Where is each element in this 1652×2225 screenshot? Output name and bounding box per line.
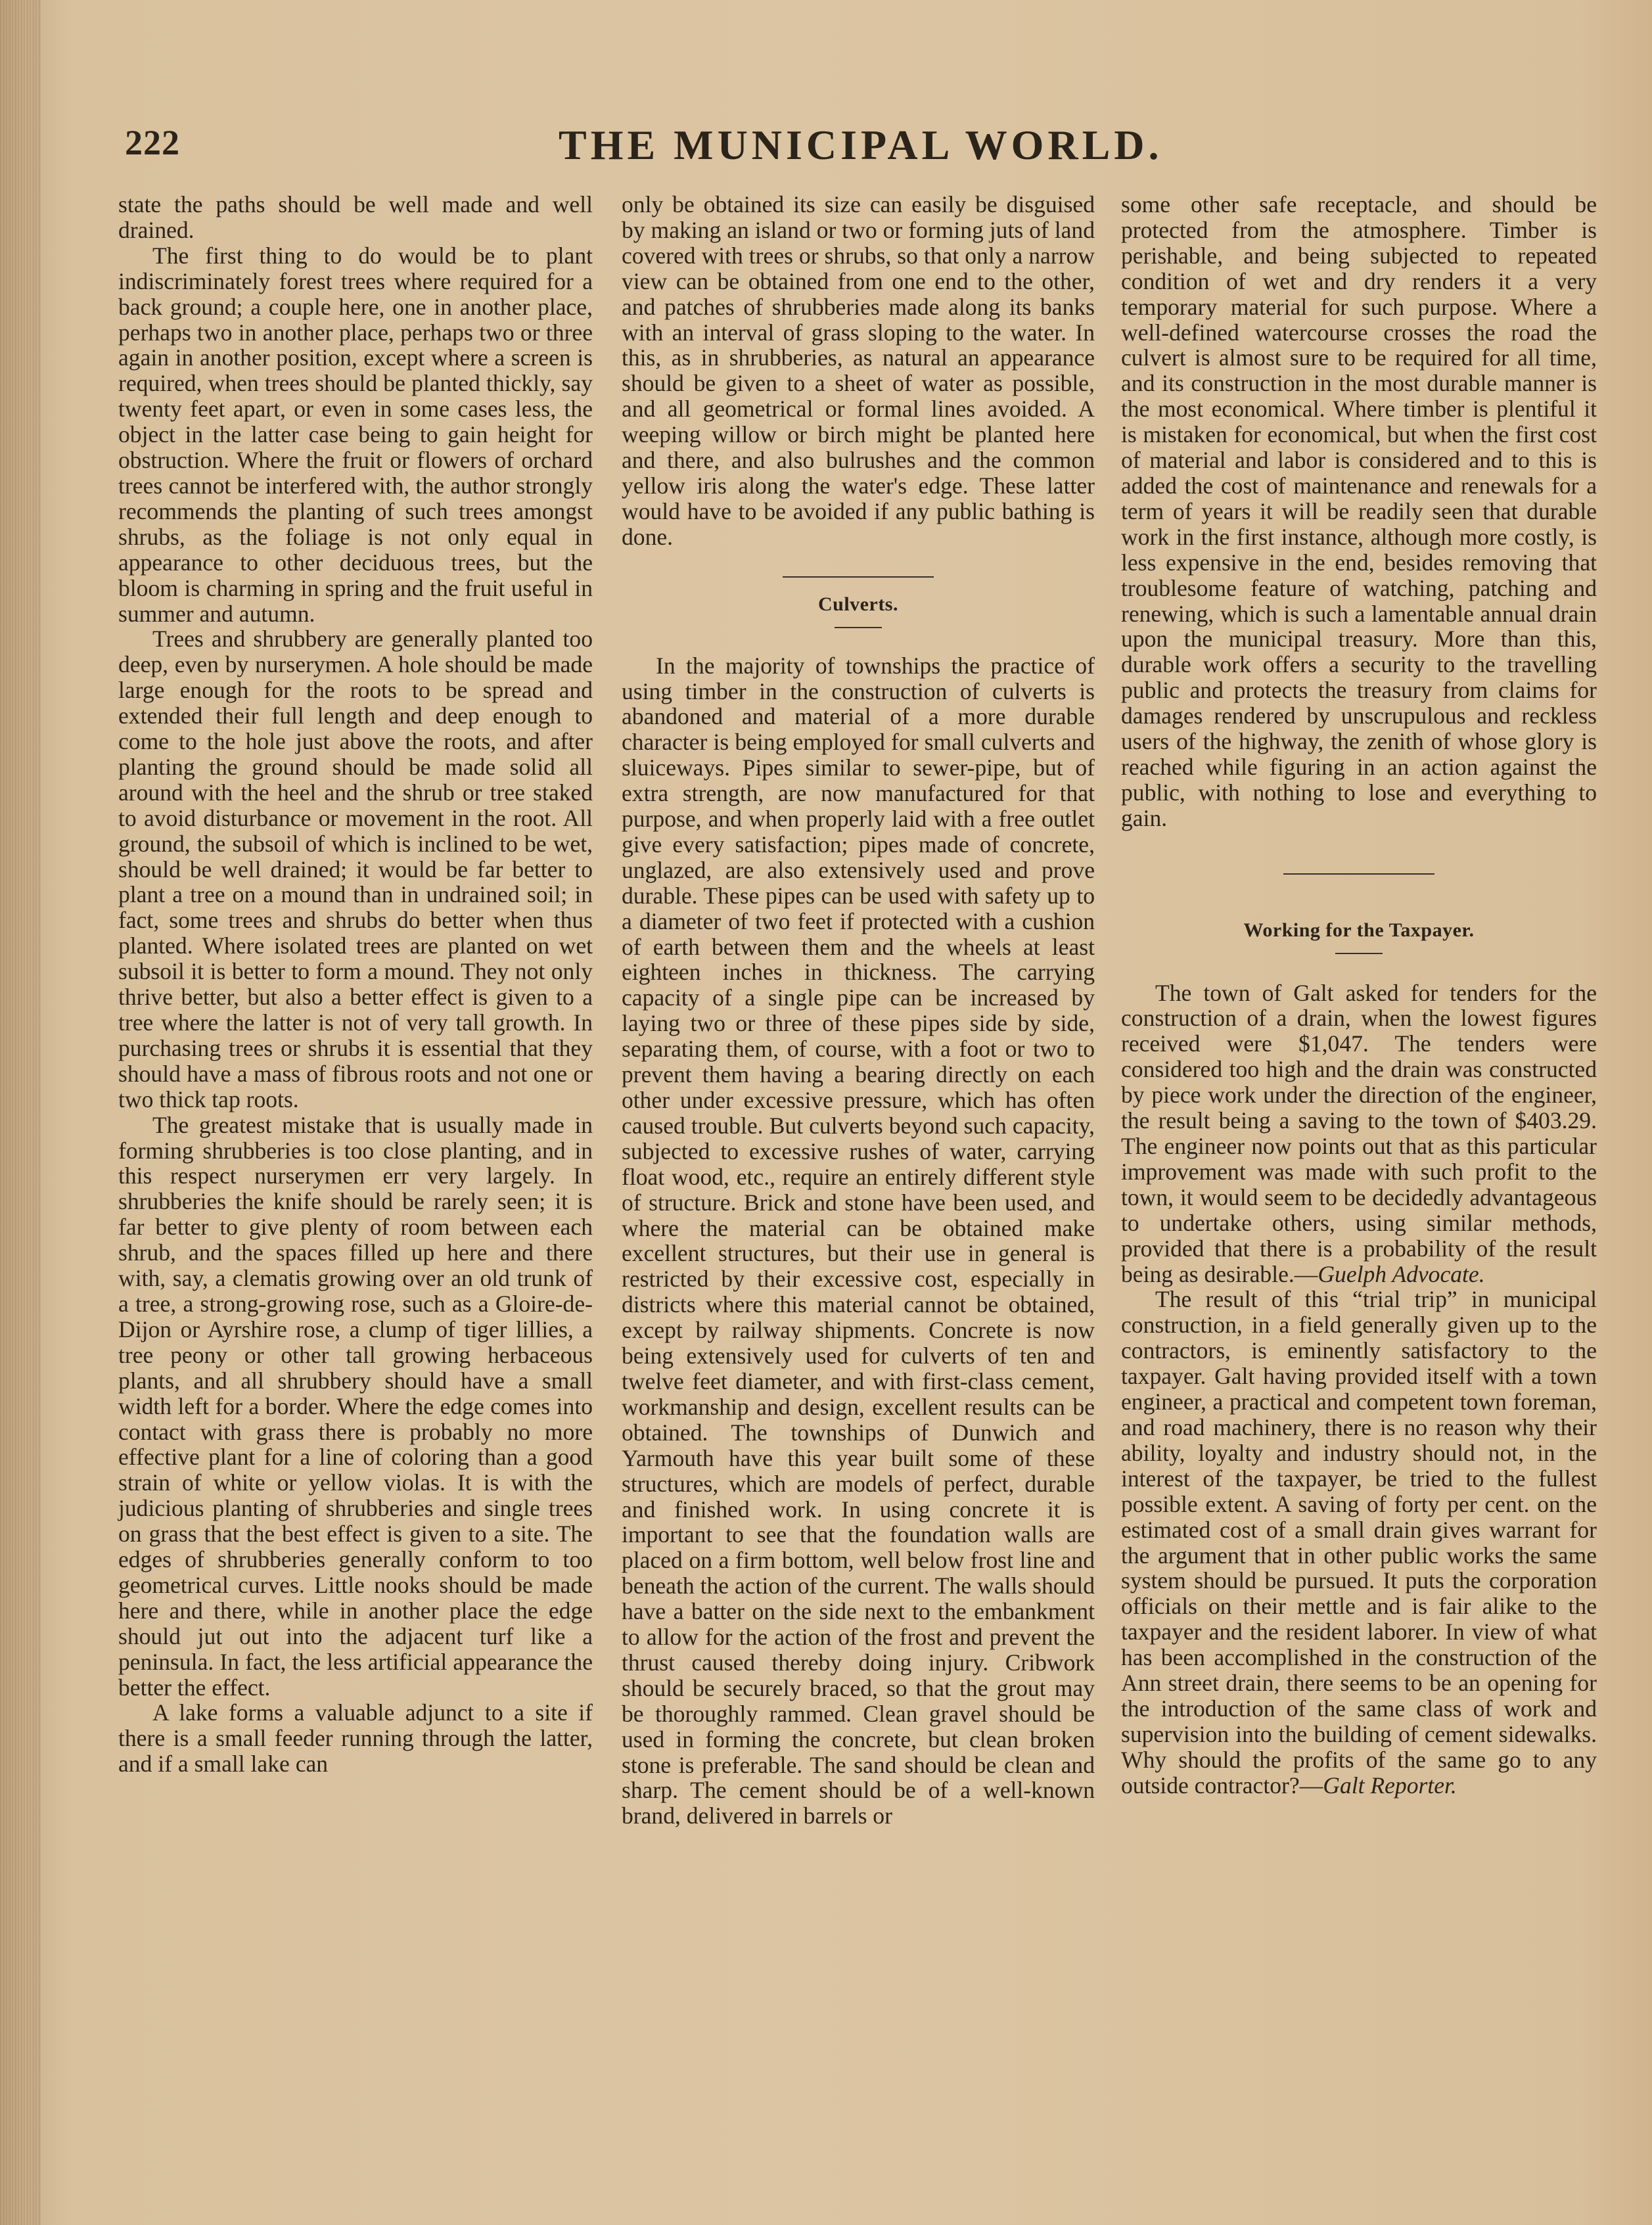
source-attribution: Galt Reporter.: [1323, 1772, 1457, 1799]
column-1: [118, 192, 593, 1777]
paragraph: In the majority of townships the practice of using timber in the construction of culverts is abandoned and material of a more durable character is being employed for small culverts and sluiceways. Pipes similar to sewer-pipe, but of extra strength, are now manufactured for that purpose, and when properly laid with a free outlet give every satisfaction; pipes made of concrete, unglazed, are also extensively used and prove durable. These pipes can be used with safety up to a diameter of two feet if protected with a cushion of earth between them and the wheels at least eighteen inches in thickness. The carrying capacity of a single pipe can be increased by laying two or three of these pipes side by side, separating them, of course, with a foot or two to prevent them having a bearing directly on each other under excessive pressure, which has often caused trouble. But culverts beyond such capacity, subjected to excessive rushes of water, carrying float wood, etc., require an entirely different style of structure. Brick and stone have been used, and where the material can be obtained make excellent structures, but their use in general is restricted by their excessive cost, especially in districts where this material cannot be obtained, except by railway shipments. Concrete is now being extensively used for culverts of ten and twelve feet diameter, and with first-class cement, workmanship and design, excellent results can be obtained. The townships of Dunwich and Yarmouth have this year built some of these structures, which are models of perfect, durable and finished work. In using concrete it is important to see that the foundation walls are placed on a firm bottom, well below frost line and beneath the action of the current. The walls should have a batter on the side next to the embankment to allow for the action of the frost and prevent the thrust caused thereby doing injury. Cribwork should be securely braced, so that the grout may be thoroughly rammed. Clean gravel should be used in forming the concrete, but clean broken stone is preferable. The sand should be clean and sharp. The cement should be of a well-known brand, delivered in barrels or: [622, 652, 1095, 1829]
paragraph: state the paths should be well made and well drained.: [118, 191, 593, 243]
paragraph-text: The result of this “trial trip” in municipal construction, in a field generally given up to the contractors, is eminently satisfactory to the taxpayer. Galt having provided itself with a town engineer, a practical and competent town foreman, and road machinery, there is no reason why their ability, loyalty and industry should not, in the interest of the taxpayer, be tried to the fullest possible extent. A saving of forty per cent. on the estimated cost of a small drain gives warrant for the argument that in other public works the same system should be pursued. It puts the corporation officials on their mettle and is fair alike to the taxpayer and the resident laborer. In view of what has been accomplished in the construction of the Ann street drain, there seems to be an opening for the introduction of the same class of work and supervision into the building of cement sidewalks. Why should the profits of the same go to any outside contractor?—: [1121, 1286, 1597, 1799]
paragraph: only be obtained its size can easily be disguised by making an island or two or forming juts of land covered with trees or shrubs, so that only a narrow view can be obtained from one end to the other, and patches of shrubberies made along its banks with an interval of grass sloping to the water. In this, as in shrubberies, as natural an appearance should be given to a sheet of water as possible, and all geometrical or formal lines avoided. A weeping willow or birch might be planted here and there, and also bulrushes and the common yellow iris along the water's edge. These latter would have to be avoided if any public bathing is done.: [622, 191, 1095, 550]
section-heading-working-for-taxpayer: Working for the Taxpayer.: [1243, 919, 1475, 941]
paragraph: The greatest mistake that is usually made in forming shrubberies is too close planting, and in this respect nurserymen err very largely. In shrubberies the knife should be rarely seen; it is far better to give plenty of room between each shrub, and the spaces filled up here and there with, say, a clematis growing over an old trunk of a tree, a strong-growing rose, such as a Gloire-de-Dijon or Ayrshire rose, a clump of tiger lillies, a tree peony or other tall growing herbaceous plants, and all shrubbery should have a small width left for a border. Where the edge comes into contact with grass there is probably no more effective plant for a line of coloring than a good strain of white or yellow violas. It is with the judicious planting of shrubberies and single trees on grass that the best effect is given to a site. The edges of shrubberies generally conform to too geometrical curves. Little nooks should be made here and there, while in another place the edge should jut out into the adjacent turf like a peninsula. In fact, the less artificial appearance the better the effect.: [118, 1111, 593, 1701]
page-binding-edge: [0, 0, 41, 2225]
paragraph: [1121, 1287, 1597, 1798]
paragraph: Trees and shrubbery are generally planted too deep, even by nurserymen. A hole should be made large enough for the roots to be spread and extended their full length and deep enough to come to the hole just above the roots, and after planting the ground should be made solid all around with the heel and the shrub or tree staked to avoid disturbance or movement in the root. All ground, the subsoil of which is inclined to be wet, should be well drained; it would be far better to plant a tree on a mound than in undrained soil; in fact, some trees and shrubs do better when thus planted. Where isolated trees are planted on wet subsoil it is better to form a mound. They not only thrive better, but also a better effect is given to a tree where the latter is not of very tall growth. In purchasing trees or shrubs it is essential that they should have a mass of fibrous roots and not one or two thick tap roots.: [118, 626, 593, 1112]
column-3: [1121, 192, 1597, 1799]
paragraph: A lake forms a valuable adjunct to a site if there is a small feeder running through the latter, and if a small lake can: [118, 1699, 593, 1778]
paragraph-text: The town of Galt asked for tenders for the construction of a drain, when the lowest figures received were $1,047. The tenders were considered too high and the drain was constructed by piece work under the direction of the engineer, the result being a saving to the town of $403.29. The engineer now points out that as this particular improvement was made with such profit to the town, it would seem to be decidedly advantageous to undertake others, using similar methods, provided that there is a probability of the result being as desirable.—: [1121, 979, 1597, 1287]
column-2: [622, 192, 1095, 1829]
paragraph: The first thing to do would be to plant indiscriminately forest trees where required for a back ground; a couple here, one in another place, perhaps two in another place, perhaps two or three again in another position, except where a screen is required, when trees should be planted thickly, say twenty feet apart, or even in some cases less, the object in the latter case being to gain height for obstruction. Where the fruit or flowers of orchard trees cannot be interfered with, the author strongly recommends the planting of such trees amongst shrubs, as the foliage is not only equal in appearance to other deciduous trees, but the bloom is charming in spring and the fruit useful in summer and autumn.: [118, 242, 593, 627]
section-divider: [1283, 873, 1434, 875]
paragraph: some other safe receptacle, and should be protected from the atmosphere. Timber is perishable, and being subjected to repeated condition of wet and dry renders it a very temporary material for such purpose. Where a well-defined watercourse crosses the road the culvert is almost sure to be required for all time, and its construction in the most durable manner is the most economical. Where timber is plentiful it is mistaken for economical, but when the first cost of material and labor is considered and to this is added the cost of maintenance and renewals for a term of years it will be readily seen that durable work in the first instance, although more costly, is less expensive in the end, besides removing that troublesome feature of watching, patching and renewing, which is such a lamentable annual drain upon the municipal treasury. More than this, durable work offers a security to the travelling public and protects the treasury from claims for damages rendered by unscrupulous and reckless users of the highway, the zenith of whose glory is reached while figuring in an action against the public, with nothing to lose and everything to gain.: [1121, 191, 1597, 831]
journal-title: THE MUNICIPAL WORLD.: [559, 122, 1163, 168]
heading-rule: [1335, 953, 1383, 954]
section-heading-culverts: Culverts.: [818, 593, 898, 615]
page-number: 222: [125, 123, 180, 162]
section-divider: [783, 576, 934, 578]
paragraph: [1121, 980, 1597, 1287]
page-header: [118, 117, 1577, 176]
source-attribution: Guelph Advocate.: [1318, 1260, 1485, 1287]
heading-rule: [835, 627, 882, 628]
